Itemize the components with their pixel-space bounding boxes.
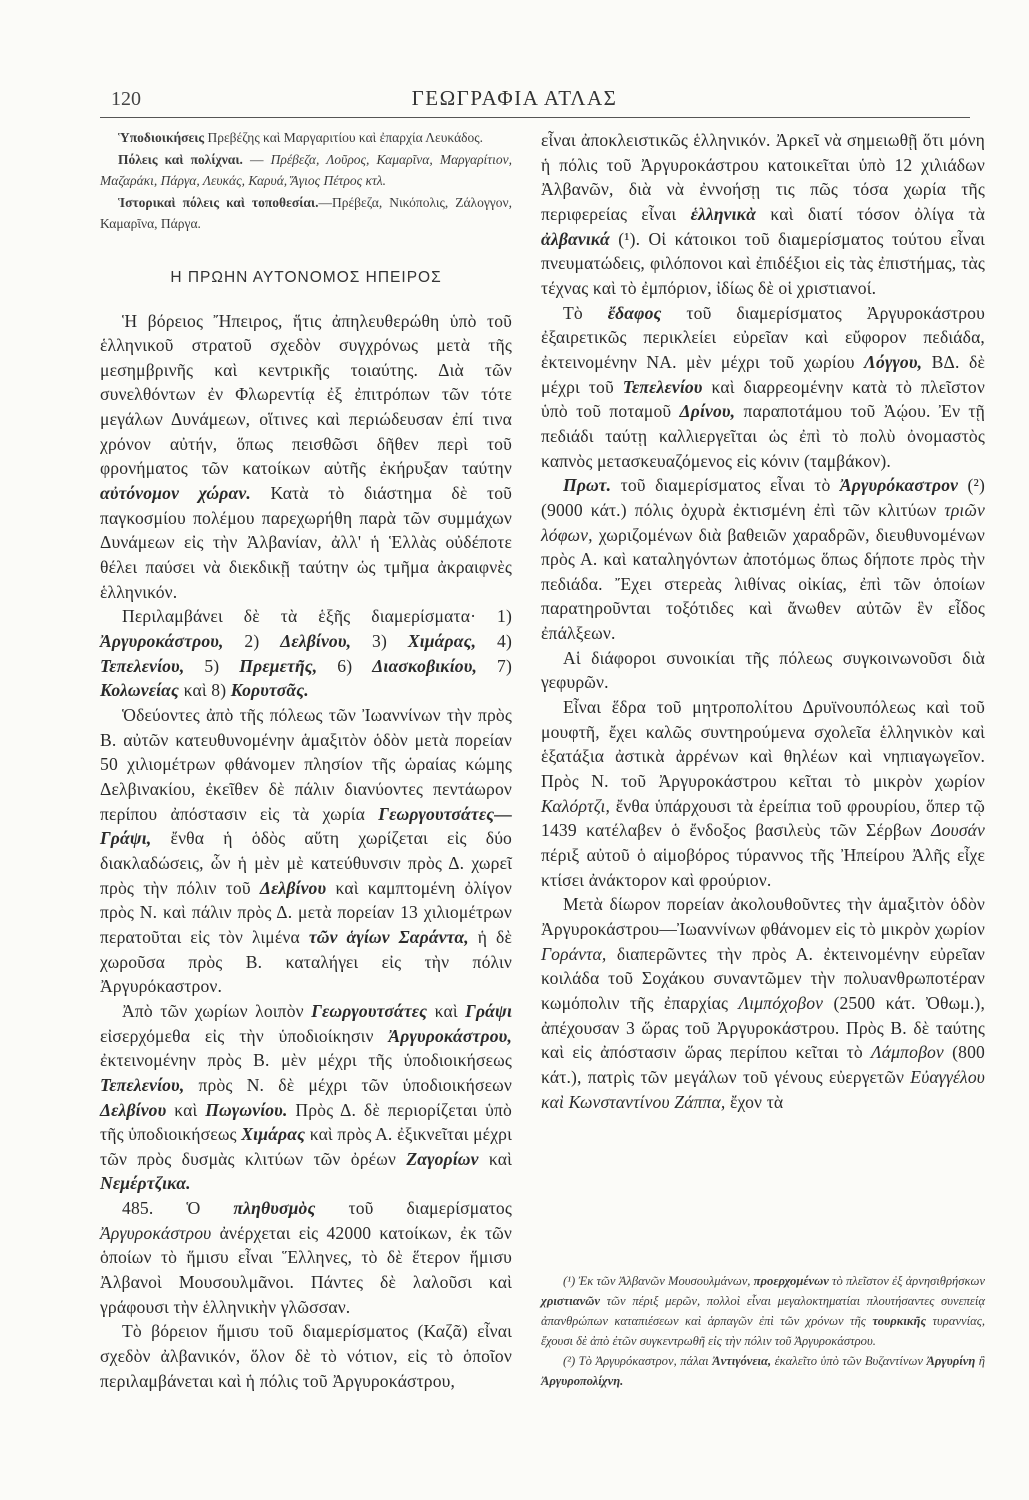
text-run: ἢ [975, 1354, 985, 1368]
italic-text: Δουσάν [931, 820, 985, 841]
text-run: ἀνέρχεται εἰς 42000 κατοίκων, ἐκ τῶν ὁποίων τὸ ἥμισυ εἶναι Ἕλληνες, τὸ δὲ ἕτερον ἥμισυ Ἀλβανοὶ Μουσουλμᾶνοι. Πάντες δὲ λαλοῦσι καὶ γράφουσι τὴν ἑλληνικὴν γλῶσσαν. [100, 1222, 512, 1317]
text-run: καὶ διαρρεομένην κατὰ τὸ πλεῖστον ὑπὸ τοῦ ποταμοῦ [541, 376, 985, 422]
section-heading [100, 269, 512, 287]
italic-text: Καλόρτζι, [541, 795, 611, 816]
emphasized-term: Δελβίνου, [280, 631, 352, 652]
emphasized-term: ἀλβανικά [541, 228, 610, 249]
text-run: χωριζομένων διὰ βαθειῶν χαραδρῶν, διευθυνομένων πρὸς Α. καὶ καταληγόντων ἀποτόμως ὅπως δήποτε πρὸς τὴν πεδιάδα. Ἔχει στερεὰς λιθίνας οἰκίας, ἐπὶ τῶν ὁποίων παρατηροῦνται τοξότιδες καὶ ἄνωθεν αὐτῶν ἓν εἶδος ἐπάλξεων. [541, 524, 985, 644]
paragraph [100, 604, 512, 703]
text-run: 6) [317, 655, 373, 676]
paragraph [100, 192, 512, 235]
text-run: ἐκαλεῖτο ὑπὸ τῶν Βυζαντίνων [771, 1354, 927, 1368]
text-run: — [242, 151, 271, 167]
text-run: καὶ πρὸς Α. ἐξικνεῖται μέχρι τῶν πρὸς δυσμὰς κλιτύων τῶν ὀρέων [100, 1124, 512, 1169]
paragraph [100, 149, 512, 192]
text-run: Μετὰ δίωρον πορείαν ἀκολουθοῦντες τὴν ἁμαξιτὸν ὁδὸν Ἀργυροκάστρου—Ἰωαννίνων φθάνομεν εἰς τὸ μικρὸν χωρίον [541, 894, 985, 939]
text-run: (¹) Ἐκ τῶν Ἀλβανῶν Μουσουλμάνων, [563, 1274, 754, 1288]
emphasized-term: Γεωργουτσάτες—Γράψι, [100, 803, 512, 849]
text-run: ἐκτεινομένην πρὸς Β. μὲν μέχρι τῆς ὑποδιοικήσεως [100, 1050, 512, 1071]
header-rule [100, 117, 970, 118]
emphasized-term: πληθυσμὸς [233, 1198, 316, 1219]
text-run: εἶναι ἀποκλειστικῶς ἑλληνικόν. Ἀρκεῖ νὰ σημειωθῇ ὅτι μόνη ἡ πόλις τοῦ Ἀργυροκάστρου κατοικεῖται ὑπὸ 12 χιλιάδων Ἀλβανῶν, διὰ νὰ ἐννοήσῃ τις πῶς τόσα χωρία τῆς περιφερείας εἶναι [541, 130, 985, 224]
text-run: —Πρέβεζα, Νικόπολις, Ζάλογγον, Καμαρῖνα, Πάργα. [100, 194, 512, 231]
paragraph [100, 1319, 512, 1393]
footnote [541, 1351, 985, 1391]
right-column [541, 128, 985, 1114]
text-run: Εἶναι ἕδρα τοῦ μητροπολίτου Δρυϊνουπόλεως καὶ τοῦ μουφτῆ, ἔχει καλῶς συντηρούμενα σχολεῖα ἑλληνικὸν καὶ ἑξατάξια ἀστικὰ ἀρρένων καὶ θηλέων καὶ νηπιαγωγεῖον. Πρὸς Ν. τοῦ Ἀργυροκάστρου κεῖται τὸ μικρὸν χωρίον [541, 697, 985, 792]
emphasized-term: Ἀργυροπολίχνη. [541, 1374, 624, 1388]
paragraph [100, 1196, 512, 1319]
page-number: 120 [111, 88, 141, 110]
text-run: εἰσερχόμεθα εἰς τὴν ὑποδιοίκησιν [100, 1025, 389, 1046]
italic-text: Λιμπόχοβον [738, 992, 824, 1013]
text-run: (²) (9000 κάτ.) πόλις ὀχυρὰ ἐκτισμένη ἐπὶ τῶν κλιτύων [541, 475, 985, 520]
text-run: καὶ [166, 1099, 206, 1120]
emphasized-term: Χιμάρας, [407, 631, 477, 652]
emphasized-term: Χιμάρας [241, 1124, 306, 1145]
paragraph [541, 646, 985, 695]
emphasized-term: Πόλεις καὶ πολίχναι. [118, 151, 243, 167]
emphasized-term: προερχομένων [753, 1274, 829, 1288]
italic-text: Πρέβεζα, Λοῦρος, Καμαρῖνα, Μαργαρίτιον, Μαζαράκι, Πάργα, Λευκάς, Καρυά, Ἅγιος Πέτρος κτλ. [100, 151, 512, 188]
emphasized-term: χριστιανῶν [541, 1294, 600, 1308]
text-run: καὶ διατί τόσον ὀλίγα τὰ [756, 203, 985, 224]
italic-text: Γοράντα, [541, 943, 607, 964]
footnotes [541, 1271, 985, 1391]
text-run: τοῦ διαμερίσματος εἶναι τὸ [611, 475, 840, 496]
text-run: πέριξ αὐτοῦ ὁ αἱμοβόρος τύραννος τῆς Ἠπείρου Ἀλῆς εἶχε κτίσει ἀνάκτορον καὶ φρούριον. [541, 845, 985, 890]
text-run: (800 κάτ.), πατρὶς τῶν μεγάλων τοῦ γένους εὐεργετῶν [541, 1042, 985, 1087]
emphasized-term: Δελβίνου [259, 877, 327, 898]
emphasized-term: ἔδαφος [607, 302, 662, 323]
emphasized-term: Τεπελενίου, [100, 1074, 185, 1095]
paragraph [100, 309, 512, 605]
paragraph [100, 127, 512, 149]
emphasized-term: Δρίνου, [679, 401, 736, 422]
emphasized-term: τῶν ἁγίων Σαράντα, [308, 926, 469, 947]
paragraph [100, 999, 512, 1196]
emphasized-term: Γράψι [465, 1000, 512, 1021]
text-run: Κατὰ τὸ διάστημα δὲ τοῦ παγκοσμίου πολέμου παρεχωρήθη παρὰ τῶν συμμάχων Δυνάμεων εἰς τὴν Ἀλβανίαν, ἀλλ' ἡ Ἑλλὰς οὐδέποτε θέλει παύσει νὰ διεκδικῇ ταύτην ὡς τμῆμα ἀκραιφνὲς ἑλληνικόν. [100, 483, 512, 602]
text-run: καὶ 8) [179, 680, 231, 701]
text-run: (²) Τὸ Ἀργυρόκαστρον, πάλαι [563, 1354, 713, 1368]
emphasized-term: Κορυτσᾶς. [230, 680, 309, 701]
running-title: ΓΕΩΓΡΑΦΙΑ ΑΤΛΑΣ [411, 86, 618, 110]
text-run: πρὸς Ν. δὲ μέχρι τῶν ὑποδιοικήσεων [184, 1074, 512, 1095]
text-run: 4) [476, 631, 512, 652]
emphasized-term: Νεμέρτζικα. [100, 1173, 191, 1194]
text-run: 5) [184, 655, 240, 676]
footnote [541, 1271, 985, 1351]
italic-text: Ἀργυροκάστρου [100, 1222, 212, 1243]
emphasized-term: Ἀργυροκάστρου, [388, 1025, 512, 1046]
emphasized-term: Ἀργυροκάστρου, [100, 631, 224, 652]
paragraph [541, 892, 985, 1114]
text-run: καὶ καμπτομένη ὀλίγον πρὸς Ν. καὶ πάλιν πρὸς Δ. μετὰ πορείαν 13 χιλιομέτρων περατοῦται εἰς τὸν λιμένα [100, 877, 513, 947]
emphasized-term: ἑλληνικὰ [690, 203, 757, 224]
text-run: Τὸ [563, 302, 608, 323]
paragraph [541, 473, 985, 646]
text-run: Περιλαμβάνει δὲ τὰ ἑξῆς διαμερίσματα· 1) [122, 606, 512, 627]
text-run: ἡ δὲ χωροῦσα πρὸς Β. καταλήγει εἰς τὴν πόλιν Ἀργυρόκαστρον. [100, 926, 512, 997]
text-run: ΒΔ. δὲ μέχρι τοῦ [541, 351, 985, 397]
emphasized-term: Λόγγου, [864, 351, 923, 372]
emphasized-term: Διασκοβικίου, [372, 655, 478, 676]
emphasized-term: Ἀργυρόκαστρον [839, 475, 959, 496]
text-run: (¹). Οἱ κάτοικοι τοῦ διαμερίσματος τούτου εἶναι πνευματώδεις, φιλόπονοι καὶ ἐπιδέξιοι εἰς τὰς ἐπιστήμας, τὰς τέχνας καὶ τὸ ἐμπόριον, ἰδίως δὲ οἱ χριστιανοί. [541, 228, 985, 298]
text-run: ἔχον τὰ [725, 1091, 784, 1112]
emphasized-term: Δελβίνου [100, 1099, 167, 1120]
emphasized-term: Ἱστορικαὶ πόλεις καὶ τοποθεσίαι. [118, 194, 319, 210]
italic-text: Εὐαγγέλου καὶ Κωνσταντίνου Ζάππα, [541, 1066, 985, 1112]
text-run: τῶν πέριξ μερῶν, πολλοὶ εἶναι μεγαλοκτηματίαι πλουτήσαντες συνεπείᾳ ἀπανθρώπων καταπιέσεων καὶ ἁρπαγῶν ἐπὶ τῶν χρόνων τῆς [541, 1294, 985, 1328]
emphasized-term: Τεπελενίου, [100, 655, 185, 676]
emphasized-term: Γεωργουτσάτες [311, 1000, 428, 1021]
emphasized-term: αὐτόνομον χώραν. [100, 483, 251, 504]
emphasized-term: Ἀργυρίνη [926, 1354, 976, 1368]
text-run: Η ΠΡΩΗΝ ΑΥΤΟΝΟΜΟΣ ΗΠΕΙΡΟΣ [170, 268, 442, 286]
text-run: Τὸ βόρειον ἥμισυ τοῦ διαμερίσματος (Καζᾶ) εἶναι σχεδὸν ἀλβανικόν, ὅλον δὲ τὸ νότιον, εἰς τὸ ὁποῖον περιλαμβάνεται καὶ ἡ πόλις τοῦ Ἀργυροκάστρου, [100, 1321, 512, 1391]
paragraph [100, 703, 512, 999]
emphasized-term: Ζαγορίων [406, 1148, 479, 1169]
text-run: Πρὸς Δ. δὲ περιορίζεται ὑπὸ τῆς ὑποδιοικήσεως [100, 1099, 512, 1145]
text-run: Ὁδεύοντες ἀπὸ τῆς πόλεως τῶν Ἰωαννίνων τὴν πρὸς Β. αὐτῶν κατευθυνομένην ἁμαξιτὸν ὁδὸν μετὰ πορείαν 50 χιλιομέτρων φθάνομεν πλησίον τῆς ὡραίας κώμης Δελβινακίου, ἐκεῖθεν δὲ πάλιν διανύοντες πεντάωρον περίπου ἀπόστασιν εἰς τὰ χωρία [100, 705, 512, 824]
text-run: διαπερῶντες τὴν πρὸς Α. ἐκτεινομένην εὐρεῖαν κοιλάδα τοῦ Σοχάκου συναντῶμεν τὴν πολυανθρωποτέραν κωμόπολιν τῆς ἐπαρχίας [541, 943, 985, 1013]
italic-text: τριῶν λόφων, [541, 499, 985, 545]
text-run: καὶ [427, 1000, 466, 1021]
text-run: τυραννίας, ἔχουσι δὲ ἀπὸ ἐτῶν συγκεντρωθῆ εἰς τὴν πόλιν τοῦ Ἀργυροκάστρου. [541, 1314, 985, 1348]
emphasized-term: Πρωτ. [563, 475, 612, 496]
text-run: καὶ [478, 1148, 512, 1169]
paragraph [541, 128, 985, 301]
emphasized-term: τουρκικῆς [872, 1314, 927, 1328]
text-run: 485. Ὁ [122, 1198, 234, 1219]
text-run: Αἱ διάφοροι συνοικίαι τῆς πόλεως συγκοινωνοῦσι διὰ γεφυρῶν. [541, 647, 985, 693]
emphasized-term: Πωγωνίου. [205, 1099, 288, 1120]
text-run: 2) [223, 631, 281, 652]
text-run: ἔνθα ὑπάρχουσι τὰ ἐρείπια τοῦ φρουρίου, ὅπερ τῷ 1439 κατέλαβεν ὁ ἔνδοξος βασιλεὺς τῶν Σέρβων [541, 795, 985, 841]
text-run: Ἡ βόρειος Ἤπειρος, ἥτις ἀπηλευθερώθη ὑπὸ τοῦ ἑλληνικοῦ στρατοῦ σχεδὸν συγχρόνως μετὰ τῆς μεσημβρινῆς καὶ κεντρικῆς τοιαύτης. Διὰ τῶν συνελθόντων ἐν Φλωρεντίᾳ ἐξ ἐπιτρόπων τῶν τότε μεγάλων Δυνάμεων, οἵτινες καὶ περιώδευσαν ἐπί τινα χρόνον αὐτήν, ὅπως πεισθῶσι δῆθεν περὶ τοῦ φρονήματος τῶν κατοίκων αὐτῆς ἐκήρυξαν ταύτην [100, 310, 512, 479]
text-run: (2500 κάτ. Ὀθωμ.), ἀπέχουσαν 3 ὥρας τοῦ Ἀργυροκάστρου. Πρὸς Β. δὲ ταύτης καὶ εἰς ἀπόστασιν ὥρας περίπου κεῖται τὸ [541, 992, 985, 1063]
paragraph [541, 695, 985, 892]
text-run: Ἀπὸ τῶν χωρίων λοιπὸν [122, 1000, 312, 1021]
emphasized-term: Κολωνείας [100, 680, 180, 701]
text-run: τοῦ διαμερίσματος [315, 1198, 512, 1219]
emphasized-term: Ἀντιγόνεια, [712, 1354, 772, 1368]
text-run: Πρεβέζης καὶ Μαργαριτίου καὶ ἐπαρχία Λευκάδος. [204, 130, 484, 145]
text-run: ἔνθα ἡ ὁδὸς αὕτη χωρίζεται εἰς δύο διακλαδώσεις, ὧν ἡ μὲν μὲ κατεύθυνσιν πρὸς Δ. χωρεῖ πρὸς τὴν πόλιν τοῦ [100, 828, 512, 898]
emphasized-term: Ὑποδιοικήσεις [118, 130, 205, 145]
text-run: τὸ πλεῖστον ἐξ ἀρνησιθρήσκων [828, 1274, 985, 1288]
text-run: παραποτάμου τοῦ Ἀῴου. Ἐν τῇ πεδιάδι ταύτῃ καλλιεργεῖται ὡς ἐπὶ τὸ πολὺ ὀνομαστὸς καπνὸς μετασκευαζόμενος εἰς κόνιν (ταμβάκον). [541, 401, 985, 471]
left-column [100, 127, 512, 1393]
emphasized-term: Τεπελενίου [622, 376, 703, 397]
text-run: τοῦ διαμερίσματος Ἀργυροκάστρου ἐξαιρετικῶς περικλείει εὐρεῖαν καὶ εὔφορον πεδιάδα, ἐκτεινομένην ΝΑ. μὲν μέχρι τοῦ χωρίου [541, 302, 985, 372]
emphasized-term: Πρεμετῆς, [239, 655, 318, 676]
paragraph [541, 301, 985, 474]
italic-text: Λάμποβον [871, 1042, 944, 1063]
text-run: 3) [351, 631, 408, 652]
text-run: 7) [477, 655, 512, 676]
